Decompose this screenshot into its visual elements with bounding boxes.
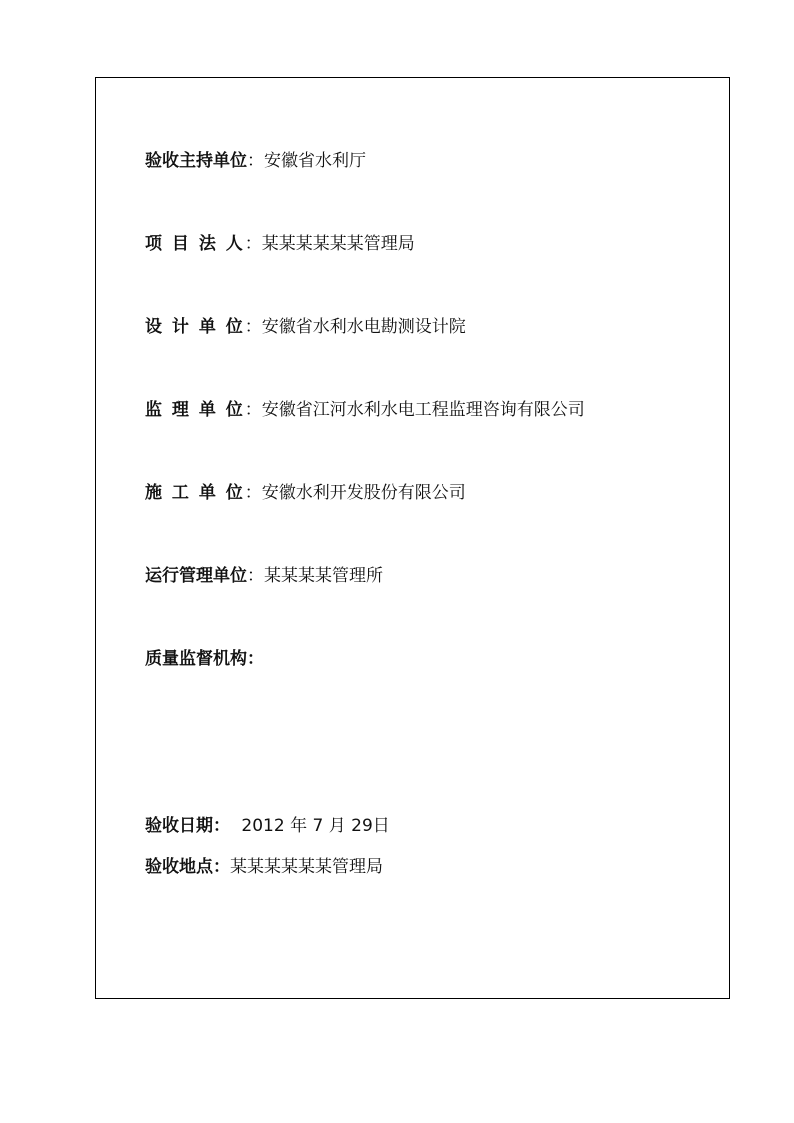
- date-month-unit: 月: [328, 816, 346, 836]
- legal-person-value: 某某某某某某管理局: [261, 234, 415, 254]
- date-year: 2012: [241, 816, 285, 836]
- supervision-unit-colon: ：: [244, 400, 262, 420]
- construction-unit-row: [145, 482, 466, 504]
- host-unit-value: 安徽省水利厅: [264, 151, 366, 171]
- date-day: 29: [351, 816, 373, 836]
- date-year-unit: 年: [290, 816, 308, 836]
- quality-agency-colon: ：: [247, 649, 264, 669]
- construction-unit-label: 施 工 单 位: [145, 483, 245, 503]
- acceptance-date-colon: ：: [213, 816, 230, 836]
- acceptance-place-label: 验收地点: [145, 857, 213, 877]
- operation-unit-row: [145, 565, 383, 587]
- supervision-unit-label: 监 理 单 位: [145, 400, 245, 420]
- legal-person-colon: ：: [244, 234, 262, 254]
- quality-agency-row: [145, 648, 264, 670]
- design-unit-label: 设 计 单 位: [145, 317, 245, 337]
- date-month: 7: [312, 816, 324, 836]
- acceptance-place-row: [145, 856, 383, 878]
- construction-unit-colon: ：: [244, 483, 262, 503]
- construction-unit-value: 安徽水利开发股份有限公司: [261, 483, 466, 503]
- acceptance-place-colon: ：: [213, 857, 230, 877]
- quality-agency-label: 质量监督机构: [145, 649, 247, 669]
- acceptance-date-row: [145, 815, 390, 837]
- legal-person-row: [145, 233, 415, 255]
- design-unit-row: [145, 316, 466, 338]
- date-day-unit: 日: [372, 816, 390, 836]
- host-unit-colon: ：: [247, 151, 264, 171]
- supervision-unit-value: 安徽省江河水利水电工程监理咨询有限公司: [261, 400, 585, 420]
- operation-unit-label: 运行管理单位: [145, 566, 247, 586]
- operation-unit-value: 某某某某管理所: [264, 566, 383, 586]
- host-unit-row: [145, 150, 366, 172]
- operation-unit-colon: ：: [247, 566, 264, 586]
- legal-person-label: 项 目 法 人: [145, 234, 245, 254]
- design-unit-value: 安徽省水利水电勘测设计院: [261, 317, 466, 337]
- acceptance-date-label: 验收日期: [145, 816, 213, 836]
- acceptance-place-value: 某某某某某某管理局: [230, 857, 383, 877]
- host-unit-label: 验收主持单位: [145, 151, 247, 171]
- design-unit-colon: ：: [244, 317, 262, 337]
- supervision-unit-row: [145, 399, 585, 421]
